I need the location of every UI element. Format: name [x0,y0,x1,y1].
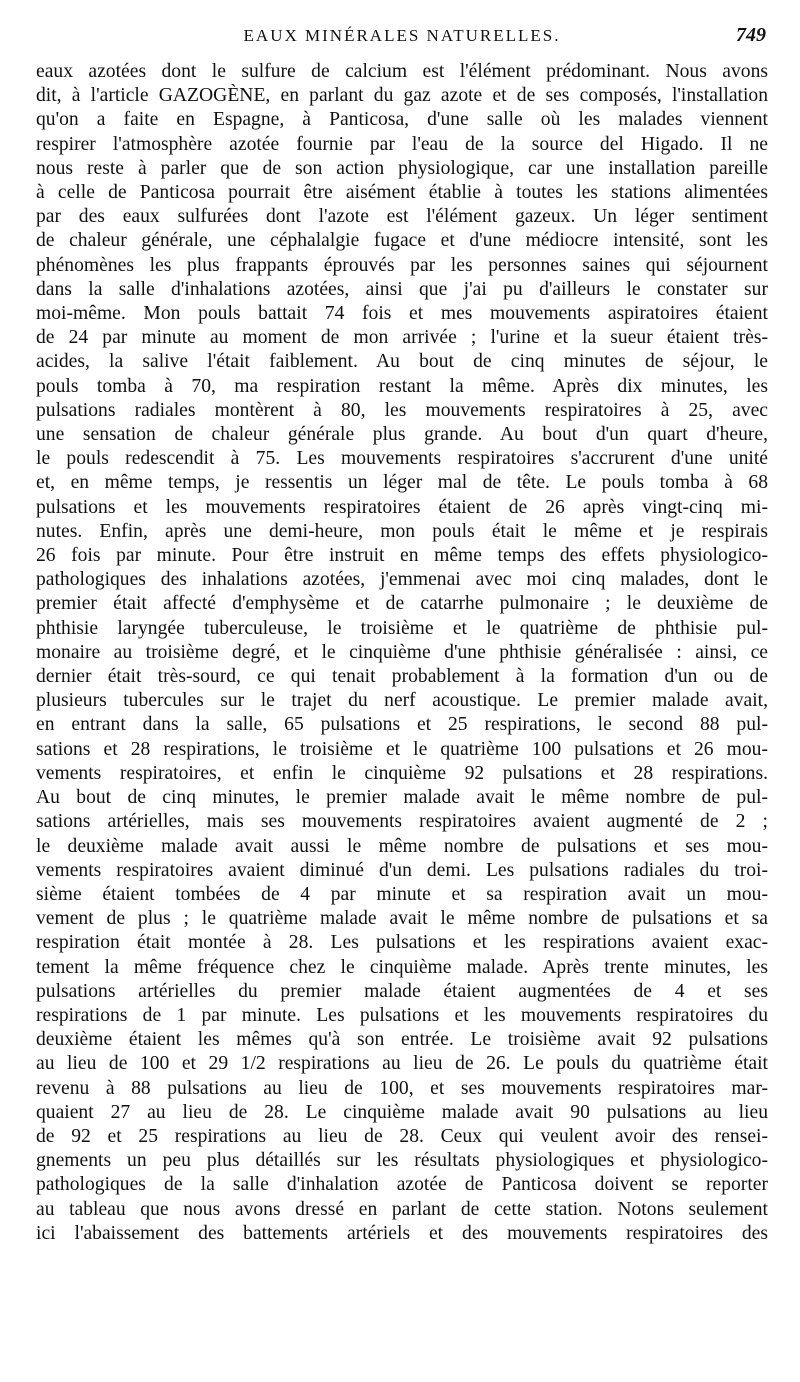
text-line: le deuxième malade avait aussi le même nombre de pulsations et ses mou- [36,835,768,857]
text-line: pathologiques de la salle d'inhalation azotée de Panticosa doivent se reporter [36,1174,768,1196]
text-line: nutes. Enfin, après une demi-heure, mon pouls était le même et je respirais [36,520,768,542]
page-number: 749 [736,24,766,46]
text-line: pulsations radiales montèrent à 80, les mouvements respiratoires à 25, avec [36,399,768,421]
text-line: pathologiques des inhalations azotées, j'emmenai avec moi cinq malades, dont le [36,569,768,591]
book-page [36,24,768,1246]
text-line: par des eaux sulfurées dont l'azote est l'élément gazeux. Un léger sentiment [36,206,768,228]
text-line: sations et 28 respirations, le troisième et le quatrième 100 pulsations et 26 mou- [36,738,768,760]
text-line: de chaleur générale, une céphalalgie fugace et d'une médiocre intensité, sont les [36,230,768,252]
text-line: sations artérielles, mais ses mouvements respiratoires avaient augmenté de 2 ; [36,811,768,833]
text-line: nous reste à parler que de son action physiologique, car une installation pareille [36,157,768,179]
text-line: tement la même fréquence chez le cinquième malade. Après trente minutes, les [36,956,768,978]
text-line: premier était affecté d'emphysème et de catarrhe pulmonaire ; le deuxième de [36,593,768,615]
text-line: plusieurs tubercules sur le trajet du nerf acoustique. Le premier malade avait, [36,690,768,712]
text-line: de 24 par minute au moment de mon arrivée ; l'urine et la sueur étaient très- [36,327,768,349]
text-line: au tableau que nous avons dressé en parlant de cette station. Notons seulement [36,1198,768,1220]
running-header [36,24,768,50]
text-line: dernier était très-sourd, ce qui tenait probablement à la formation d'un ou de [36,666,768,688]
text-line: de 92 et 25 respirations au lieu de 28. Ceux qui veulent avoir des rensei- [36,1125,768,1147]
text-line: gnements un peu plus détaillés sur les résultats physiologiques et physiologico- [36,1150,768,1172]
text-line: pulsations et les mouvements respiratoires étaient de 26 après vingt-cinq mi- [36,496,768,518]
text-line: à celle de Panticosa pourrait être aisément établie à toutes les stations alimentées [36,182,768,204]
text-line: dans la salle d'inhalations azotées, ainsi que j'ai pu d'ailleurs le constater sur [36,278,768,300]
text-line: respirations de 1 par minute. Les pulsations et les mouvements respiratoires du [36,1004,768,1026]
text-line: 26 fois par minute. Pour être instruit en même temps des effets physiologico- [36,545,768,567]
text-line: respirer l'atmosphère azotée fournie par l'eau de la source del Higado. Il ne [36,133,768,155]
text-line: revenu à 88 pulsations au lieu de 100, et ses mouvements respiratoires mar- [36,1077,768,1099]
text-line: vement de plus ; le quatrième malade avait le même nombre de pulsations et sa [36,908,768,930]
text-line: une sensation de chaleur générale plus grande. Au bout d'un quart d'heure, [36,424,768,446]
text-line: deuxième étaient les mêmes qu'à son entrée. Le troisième avait 92 pulsations [36,1029,768,1051]
text-line: phénomènes les plus frappants éprouvés par les personnes saines qui séjournent [36,254,768,276]
text-line: en entrant dans la salle, 65 pulsations et 25 respirations, le second 88 pul- [36,714,768,736]
text-line: ici l'abaissement des battements artériels et des mouvements respiratoires des [36,1222,768,1244]
body-text [36,60,768,1246]
text-line: vements respiratoires avaient diminué d'un demi. Les pulsations radiales du troi- [36,859,768,881]
text-line: pouls tomba à 70, ma respiration restant la même. Après dix minutes, les [36,375,768,397]
text-line: le pouls redescendit à 75. Les mouvements respiratoires s'accrurent d'une unité [36,448,768,470]
text-line: au lieu de 100 et 29 1/2 respirations au lieu de 26. Le pouls du quatrième était [36,1053,768,1075]
text-line: Au bout de cinq minutes, le premier malade avait le même nombre de pul- [36,787,768,809]
text-line: sième étaient tombées de 4 par minute et sa respiration avait un mou- [36,883,768,905]
text-line: et, en même temps, je ressentis un léger mal de tête. Le pouls tomba à 68 [36,472,768,494]
text-line: pulsations artérielles du premier malade étaient augmentées de 4 et ses [36,980,768,1002]
running-title: EAUX MINÉRALES NATURELLES. [243,26,561,45]
text-line: quaient 27 au lieu de 28. Le cinquième malade avait 90 pulsations au lieu [36,1101,768,1123]
text-line: acides, la salive l'était faiblement. Au bout de cinq minutes de séjour, le [36,351,768,373]
text-line: vements respiratoires, et enfin le cinquième 92 pulsations et 28 respirations. [36,762,768,784]
text-line: respiration était montée à 28. Les pulsations et les respirations avaient exac- [36,932,768,954]
text-line: eaux azotées dont le sulfure de calcium est l'élément prédominant. Nous avons [36,61,768,82]
text-line: dit, à l'article GAZOGÈNE, en parlant du gaz azote et de ses composés, l'installation [36,85,768,107]
text-line: moi-même. Mon pouls battait 74 fois et mes mouvements aspiratoires étaient [36,303,768,325]
text-line: phthisie laryngée tuberculeuse, le troisième et le quatrième de phthisie pul- [36,617,768,639]
text-line: monaire au troisième degré, et le cinquième d'une phthisie généralisée : ainsi, ce [36,641,768,663]
text-line: qu'on a faite en Espagne, à Panticosa, d'une salle où les malades viennent [36,109,768,131]
